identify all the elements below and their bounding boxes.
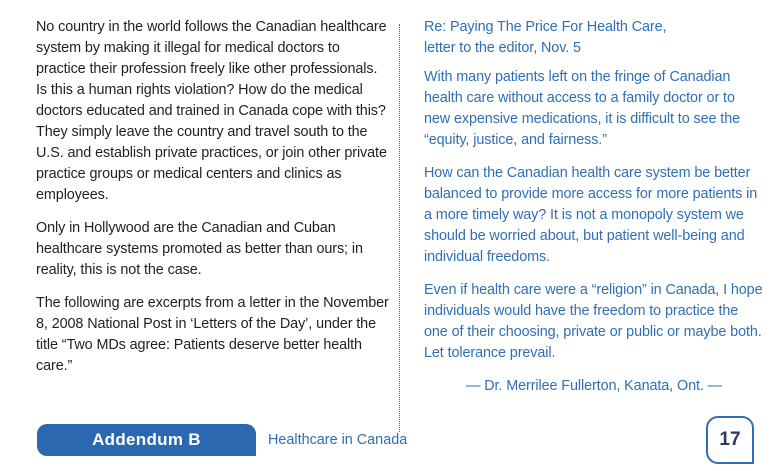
column-divider xyxy=(399,24,400,432)
right-column xyxy=(424,17,764,409)
re-line: Re: Paying The Price For Health Care, xyxy=(424,19,667,35)
left-column xyxy=(36,17,391,389)
left-paragraph-1: No country in the world follows the Canadian healthcare system by making it illegal for medical doctors to practice their profession freely like other professionals. Is this a human rights violation? How do the medical doctors educated and trained in Canada cope with this? They simply leave the country and travel south to the U.S. and establish private practices, or join other private practice groups or medical centers and clinics as employees. xyxy=(36,19,387,203)
letter-reference xyxy=(424,17,764,59)
left-paragraph-2: Only in Hollywood are the Canadian and Cuban healthcare systems promoted as better than ours; in reality, this is not the case. xyxy=(36,220,363,278)
addendum-tab: Addendum B xyxy=(37,424,256,456)
right-paragraph-2: How can the Canadian health care system be better balanced to provide more access for more patients in a more timely way? It is not a monopoly system we should be worried about, but patient well-being and individual freedoms. xyxy=(424,165,758,265)
section-title: Healthcare in Canada xyxy=(268,432,408,448)
signature: — Dr. Merrilee Fullerton, Kanata, Ont. — xyxy=(466,378,722,394)
letter-line: letter to the editor, Nov. 5 xyxy=(424,40,581,56)
right-paragraph-3: Even if health care were a “religion” in Canada, I hope individuals would have the freedom to practice the one of their choosing, private or public or maybe both. Let tolerance prevail. xyxy=(424,282,763,361)
right-paragraph-1: With many patients left on the fringe of Canadian health care without access to a family doctor or to new expensive medications, it is difficult to see the “equity, justice, and fairness.” xyxy=(424,69,740,148)
left-paragraph-3: The following are excerpts from a letter in the November 8, 2008 National Post in ‘Letters of the Day’, under the title “Two MDs agree: Patients deserve better health care.” xyxy=(36,295,389,374)
page-number: 17 xyxy=(706,416,754,464)
